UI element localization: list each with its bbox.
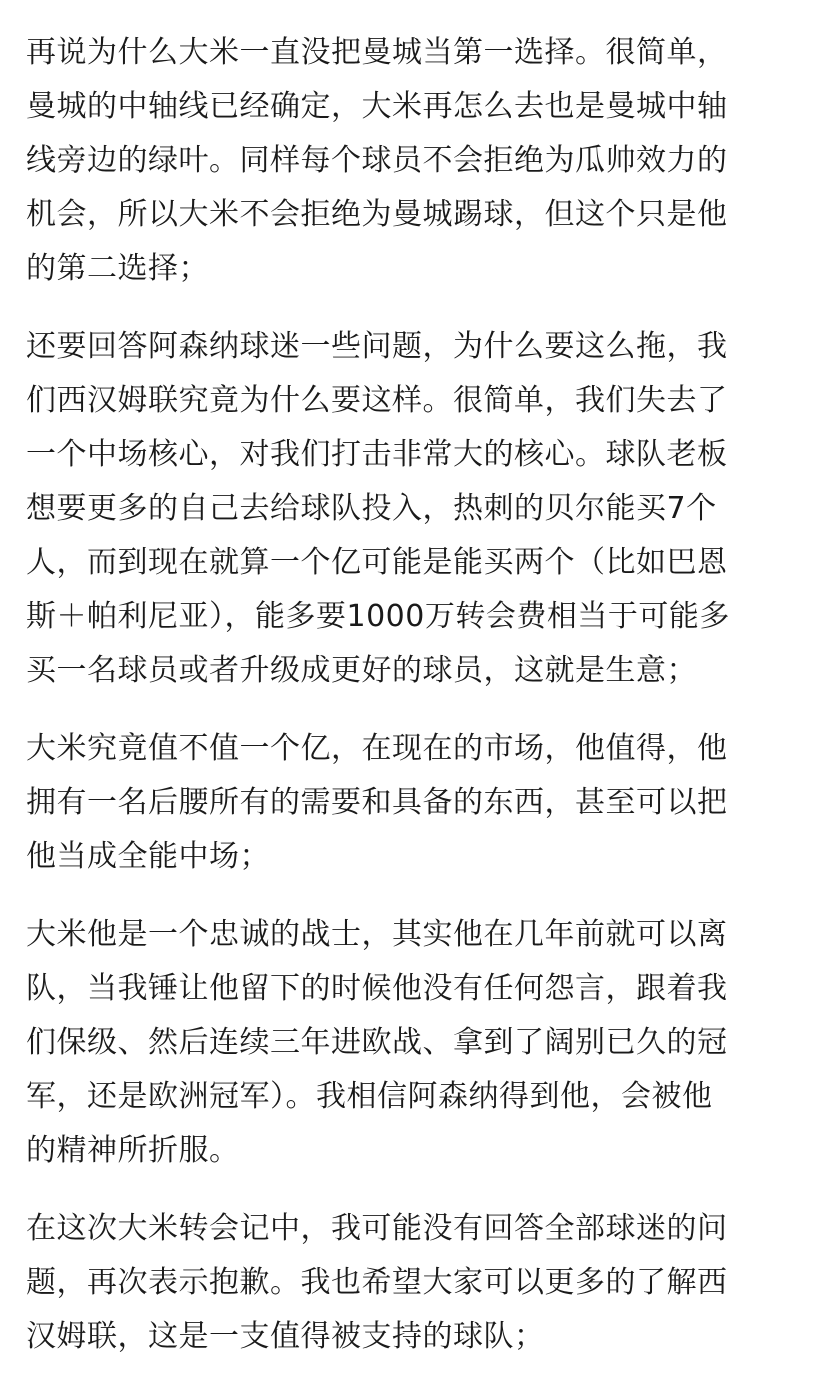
text-line: 们保级、然后连续三年进欧战、拿到了阔别已久的冠 [26, 1025, 728, 1060]
text-line: 还要回答阿森纳球迷一些问题，为什么要这么拖，我 [26, 329, 728, 364]
text-line: 斯＋帕利尼亚），能多要1000万转会费相当于可能多 [26, 599, 730, 634]
text-line: 大米他是一个忠诚的战士，其实他在几年前就可以离 [26, 917, 728, 952]
text-line: 的精神所折服。 [26, 1133, 240, 1168]
text-line: 曼城的中轴线已经确定，大米再怎么去也是曼城中轴 [26, 89, 728, 124]
text-line: 军，还是欧洲冠军）。我相信阿森纳得到他，会被他 [26, 1079, 713, 1114]
text-line: 再说为什么大米一直没把曼城当第一选择。很简单， [26, 35, 728, 70]
paragraph-5 [26, 1202, 786, 1364]
text-line: 买一名球员或者升级成更好的球员，这就是生意； [26, 653, 697, 688]
paragraph-2 [26, 320, 786, 698]
text-line: 的第二选择； [26, 251, 209, 286]
text-line: 机会，所以大米不会拒绝为曼城踢球，但这个只是他 [26, 197, 728, 232]
text-line: 线旁边的绿叶。同样每个球员不会拒绝为瓜帅效力的 [26, 143, 728, 178]
text-line: 拥有一名后腰所有的需要和具备的东西，甚至可以把 [26, 785, 728, 820]
text-line: 在这次大米转会记中，我可能没有回答全部球迷的问 [26, 1211, 728, 1246]
text-line: 汉姆联，这是一支值得被支持的球队； [26, 1319, 545, 1354]
article-body [26, 26, 786, 1388]
text-line: 一个中场核心，对我们打击非常大的核心。球队老板 [26, 437, 728, 472]
paragraph-4 [26, 908, 786, 1178]
text-line: 想要更多的自己去给球队投入，热刺的贝尔能买7个 [26, 491, 717, 526]
text-line: 大米究竟值不值一个亿，在现在的市场，他值得，他 [26, 731, 728, 766]
text-line: 人，而到现在就算一个亿可能是能买两个（比如巴恩 [26, 545, 728, 580]
text-line: 他当成全能中场； [26, 839, 270, 874]
paragraph-1 [26, 26, 786, 296]
text-line: 队，当我锤让他留下的时候他没有任何怨言，跟着我 [26, 971, 728, 1006]
text-line: 们西汉姆联究竟为什么要这样。很简单，我们失去了 [26, 383, 728, 418]
text-line: 题，再次表示抱歉。我也希望大家可以更多的了解西 [26, 1265, 728, 1300]
paragraph-3 [26, 722, 786, 884]
